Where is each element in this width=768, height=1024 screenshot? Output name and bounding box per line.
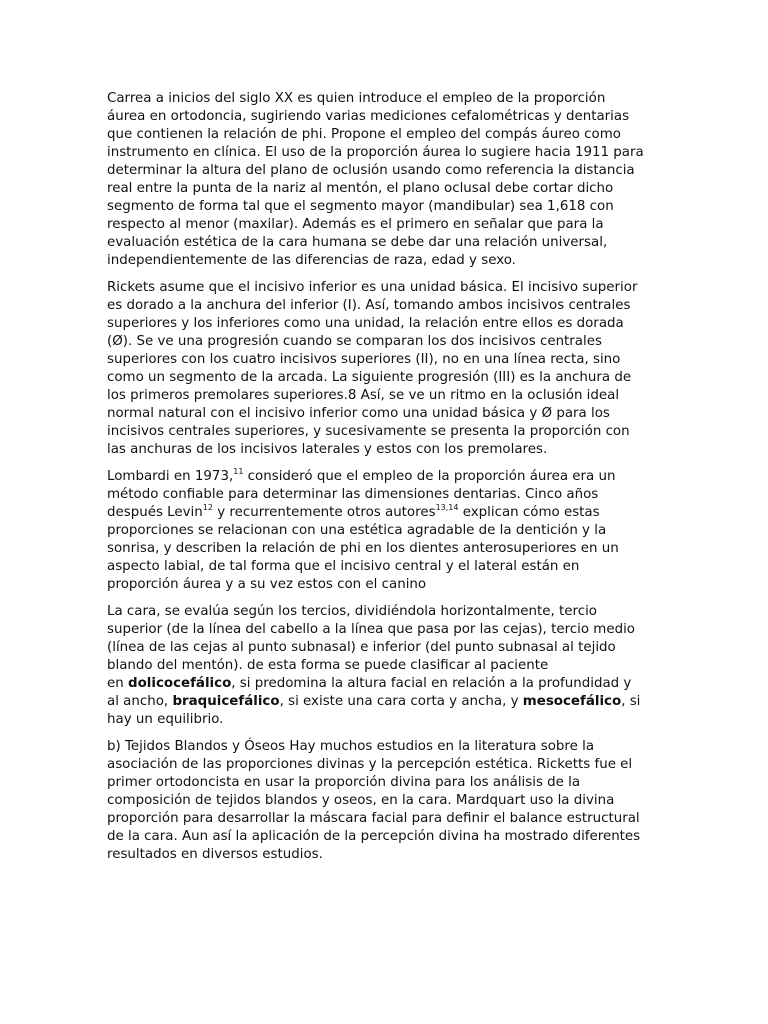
paragraph-rickets [107, 279, 663, 459]
paragraph-lombardi [107, 468, 663, 594]
text-line: determinar la altura del plano de oclusión usando como referencia la distancia [107, 163, 635, 178]
text-line: primer ortodoncista en usar la proporción divina para los análisis de la [107, 775, 581, 790]
text-run: y recurrentemente otros autores [212, 505, 436, 520]
text-line: normal natural con el incisivo inferior como una unidad básica y Ø para los [107, 406, 610, 421]
text-line: b) Tejidos Blandos y Óseos Hay muchos estudios en la literatura sobre la [107, 739, 595, 754]
text-line: hay un equilibrio. [107, 712, 224, 727]
footnote-ref: 11 [233, 467, 244, 476]
text-run: después Levin [107, 505, 203, 520]
text-line: superiores y los inferiores como una unidad, la relación entre ellos es dorada [107, 316, 624, 331]
text-line: Carrea a inicios del siglo XX es quien introduce el empleo de la proporción [107, 91, 606, 106]
document-page [107, 90, 663, 873]
text-run: consideró que el empleo de la proporción áurea era un [243, 469, 616, 484]
text-line: La cara, se evalúa según los tercios, dividiéndola horizontalmente, tercio [107, 604, 598, 619]
text-line: es dorado a la anchura del inferior (I). Así, tomando ambos incisivos centrales [107, 298, 631, 313]
paragraph-tejidos [107, 738, 663, 864]
text-line: proporción áurea y a su vez estos con el canino [107, 577, 427, 592]
text-line: independientemente de las diferencias de raza, edad y sexo. [107, 253, 516, 268]
text-line: los primeros premolares superiores.8 Así, se ve un ritmo en la oclusión ideal [107, 388, 620, 403]
text-line: segmento de forma tal que el segmento mayor (mandibular) sea 1,618 con [107, 199, 614, 214]
text-run: Lombardi en 1973, [107, 469, 234, 484]
text-line: superior (de la línea del cabello a la línea que pasa por las cejas), tercio medio [107, 622, 636, 637]
text-run: explican cómo estas [458, 505, 600, 520]
text-run: , si predomina la altura facial en relación a la profundidad y [231, 676, 632, 691]
text-line: aspecto labial, de tal forma que el incisivo central y el lateral están en [107, 559, 580, 574]
bold-term: braquicefálico [172, 694, 280, 709]
text-line: sonrisa, y describen la relación de phi en los dientes anterosuperiores en un [107, 541, 619, 556]
text-line: como un segmento de la arcada. La siguiente progresión (III) es la anchura de [107, 370, 632, 385]
text-run: , si existe una cara corta y ancha, y [279, 694, 523, 709]
text-line: asociación de las proporciones divinas y la percepción estética. Ricketts fue el [107, 757, 633, 772]
text-line: las anchuras de los incisivos laterales y estos con los premolares. [107, 442, 548, 457]
text-line: de la cara. Aun así la aplicación de la percepción divina ha mostrado diferentes [107, 829, 641, 844]
paragraph-carrea [107, 90, 663, 270]
text-line: Rickets asume que el incisivo inferior es una unidad básica. El incisivo superior [107, 280, 638, 295]
paragraph-cara [107, 603, 663, 729]
text-line: proporciones se relacionan con una estética agradable de la dentición y la [107, 523, 607, 538]
text-line: resultados en diversos estudios. [107, 847, 323, 862]
text-line: real entre la punta de la nariz al mentón, el plano oclusal debe cortar dicho [107, 181, 614, 196]
text-line: instrumento en clínica. El uso de la proporción áurea lo sugiere hacia 1911 para [107, 145, 644, 160]
text-line: áurea en ortodoncia, sugiriendo varias mediciones cefalométricas y dentarias [107, 109, 630, 124]
text-line: (Ø). Se ve una progresión cuando se comparan los dos incisivos centrales [107, 334, 602, 349]
text-line: proporción para desarrollar la máscara facial para definir el balance estructural [107, 811, 640, 826]
text-line [107, 693, 663, 711]
text-line: composición de tejidos blandos y oseos, en la cara. Mardquart uso la divina [107, 793, 615, 808]
text-line [107, 675, 663, 693]
text-run: en [107, 676, 128, 691]
bold-term: dolicocefálico [127, 676, 232, 691]
text-line: blando del mentón). de esta forma se puede clasificar al paciente [107, 658, 549, 673]
text-line: que contienen la relación de phi. Propone el empleo del compás áureo como [107, 127, 621, 142]
text-line [107, 504, 663, 522]
text-line: respecto al menor (maxilar). Además es el primero en señalar que para la [107, 217, 604, 232]
text-line: evaluación estética de la cara humana se debe dar una relación universal, [107, 235, 608, 250]
bold-term: mesocefálico [522, 694, 622, 709]
footnote-ref: 12 [202, 503, 213, 512]
text-line: superiores con los cuatro incisivos superiores (II), no en una línea recta, sino [107, 352, 621, 367]
text-run: al ancho, [107, 694, 173, 709]
text-line: incisivos centrales superiores, y sucesivamente se presenta la proporción con [107, 424, 630, 439]
footnote-ref: 13,14 [435, 503, 459, 512]
text-run: , si [621, 694, 641, 709]
text-line: (línea de las cejas al punto subnasal) e inferior (del punto subnasal al tejido [107, 640, 616, 655]
text-line: método confiable para determinar las dimensiones dentarias. Cinco años [107, 487, 599, 502]
text-line [107, 468, 663, 486]
